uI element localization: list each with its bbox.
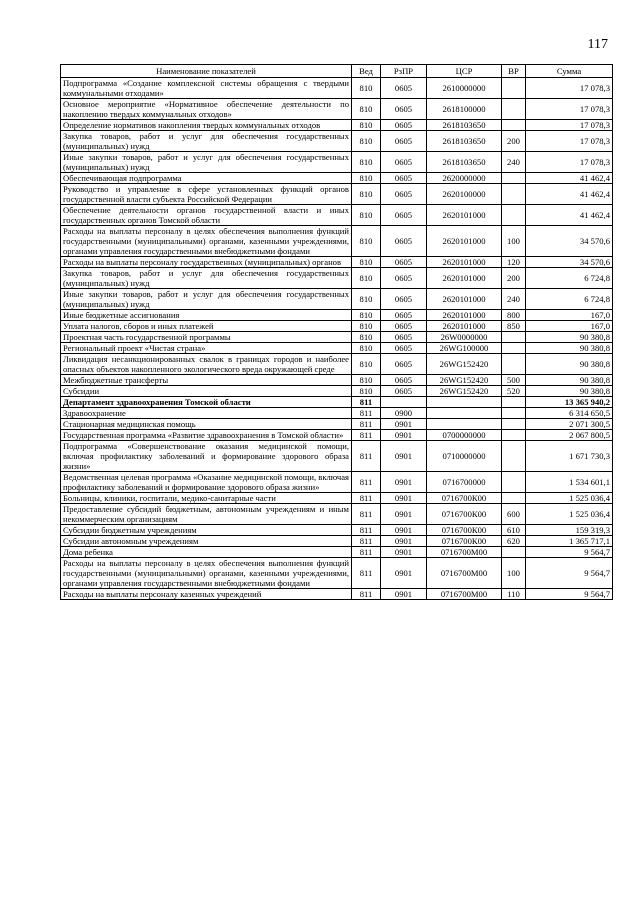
table-row [61,386,613,397]
cell-csr: 26WG152420 [427,386,502,397]
cell-rzpr: 0605 [381,289,427,310]
table-row [61,205,613,226]
cell-rzpr: 0605 [381,152,427,173]
cell-ved: 810 [352,226,381,257]
cell-csr: 2610000000 [427,78,502,99]
table-row [61,441,613,472]
cell-ved: 810 [352,310,381,321]
cell-ved: 810 [352,332,381,343]
cell-vr [502,343,526,354]
cell-sum: 41 462,4 [526,173,613,184]
cell-sum: 34 570,6 [526,257,613,268]
cell-vr [502,332,526,343]
table-row [61,408,613,419]
table-row [61,120,613,131]
cell-rzpr: 0605 [381,205,427,226]
cell-ved: 810 [352,99,381,120]
budget-table [60,64,613,600]
cell-csr: 2618103650 [427,120,502,131]
cell-ved: 810 [352,131,381,152]
cell-name: Дома ребенка [61,547,352,558]
cell-name: Закупка товаров, работ и услуг для обеспечения государственных (муниципальных) нужд [61,268,352,289]
cell-name: Иные закупки товаров, работ и услуг для обеспечения государственных (муниципальных) нужд [61,289,352,310]
cell-csr: 2620101000 [427,310,502,321]
cell-sum: 6 314 650,5 [526,408,613,419]
table-row [61,525,613,536]
table-row [61,419,613,430]
cell-sum: 90 380,8 [526,354,613,375]
cell-ved: 811 [352,547,381,558]
cell-rzpr: 0901 [381,430,427,441]
cell-sum: 17 078,3 [526,78,613,99]
cell-csr: 2618103650 [427,152,502,173]
cell-csr [427,419,502,430]
cell-csr: 0716700К00 [427,536,502,547]
table-row [61,257,613,268]
cell-vr [502,205,526,226]
cell-vr [502,472,526,493]
table-row [61,430,613,441]
cell-sum: 1 671 730,3 [526,441,613,472]
cell-csr: 26WG152420 [427,354,502,375]
table-row [61,131,613,152]
cell-sum: 41 462,4 [526,205,613,226]
cell-vr [502,397,526,408]
cell-csr: 2620101000 [427,205,502,226]
cell-ved: 810 [352,184,381,205]
cell-name: Больницы, клиники, госпитали, медико-санитарные части [61,493,352,504]
cell-ved: 810 [352,152,381,173]
page-number: 117 [587,37,608,52]
cell-rzpr: 0901 [381,472,427,493]
header-ved: Вед [352,65,381,78]
cell-csr: 0716700К00 [427,493,502,504]
cell-csr: 0710000000 [427,441,502,472]
cell-name: Проектная часть государственной программы [61,332,352,343]
table-row [61,268,613,289]
cell-sum: 9 564,7 [526,558,613,589]
cell-name: Уплата налогов, сборов и иных платежей [61,321,352,332]
cell-sum: 34 570,6 [526,226,613,257]
cell-csr: 0716700К00 [427,504,502,525]
cell-vr [502,441,526,472]
cell-ved: 810 [352,321,381,332]
cell-csr: 2620101000 [427,321,502,332]
table-row [61,226,613,257]
cell-vr [502,173,526,184]
cell-vr: 520 [502,386,526,397]
cell-csr: 2620000000 [427,173,502,184]
cell-vr: 600 [502,504,526,525]
header-rzpr: РзПР [381,65,427,78]
cell-sum: 2 071 300,5 [526,419,613,430]
cell-vr [502,419,526,430]
cell-name: Обеспечивающая подпрограмма [61,173,352,184]
cell-ved: 811 [352,504,381,525]
cell-csr: 2618100000 [427,99,502,120]
cell-sum: 167,0 [526,321,613,332]
cell-sum: 17 078,3 [526,120,613,131]
cell-sum: 90 380,8 [526,332,613,343]
cell-vr: 100 [502,226,526,257]
table-row [61,397,613,408]
cell-name: Здравоохранение [61,408,352,419]
table-row [61,289,613,310]
cell-ved: 810 [352,78,381,99]
header-sum: Сумма [526,65,613,78]
table-row [61,78,613,99]
cell-name: Субсидии бюджетным учреждениям [61,525,352,536]
cell-ved: 811 [352,493,381,504]
cell-ved: 811 [352,430,381,441]
cell-rzpr: 0901 [381,547,427,558]
cell-csr: 26WG100000 [427,343,502,354]
cell-sum: 17 078,3 [526,152,613,173]
cell-name: Субсидии автономным учреждениям [61,536,352,547]
cell-ved: 810 [352,268,381,289]
cell-rzpr: 0605 [381,343,427,354]
cell-name: Иные бюджетные ассигнования [61,310,352,321]
cell-name: Региональный проект «Чистая страна» [61,343,352,354]
cell-sum: 6 724,8 [526,289,613,310]
cell-name: Закупка товаров, работ и услуг для обеспечения государственных (муниципальных) нужд [61,131,352,152]
cell-name: Определение нормативов накопления твердых коммунальных отходов [61,120,352,131]
cell-sum: 90 380,8 [526,375,613,386]
cell-name: Ведомственная целевая программа «Оказание медицинской помощи, включая профилактику заболеваний и формирование здорового образа жизни» [61,472,352,493]
cell-vr: 100 [502,558,526,589]
cell-name: Ликвидация несанкционированных свалок в границах городов и наиболее опасных объектов накопленного экологического вреда окружающей среде [61,354,352,375]
cell-rzpr: 0605 [381,131,427,152]
cell-name: Обеспечение деятельности органов государственной власти и иных государственных органов Томской области [61,205,352,226]
table-row [61,472,613,493]
cell-rzpr: 0605 [381,310,427,321]
cell-vr [502,99,526,120]
cell-ved: 810 [352,343,381,354]
cell-sum: 90 380,8 [526,386,613,397]
cell-name: Иные закупки товаров, работ и услуг для обеспечения государственных (муниципальных) нужд [61,152,352,173]
cell-ved: 811 [352,441,381,472]
cell-vr [502,408,526,419]
cell-csr [427,408,502,419]
cell-rzpr: 0605 [381,78,427,99]
cell-rzpr: 0605 [381,226,427,257]
cell-rzpr: 0901 [381,504,427,525]
cell-vr: 500 [502,375,526,386]
cell-ved: 811 [352,419,381,430]
cell-csr: 0716700М00 [427,558,502,589]
cell-vr: 110 [502,589,526,600]
cell-csr: 26WG152420 [427,375,502,386]
cell-csr: 2620101000 [427,268,502,289]
cell-csr: 2618103650 [427,131,502,152]
cell-ved: 811 [352,589,381,600]
cell-rzpr: 0605 [381,386,427,397]
cell-name: Межбюджетные трансферты [61,375,352,386]
cell-name: Предоставление субсидий бюджетным, автономным учреждениям и иным некоммерческим организациям [61,504,352,525]
header-name: Наименование показателей [61,65,352,78]
cell-ved: 811 [352,397,381,408]
table-row [61,504,613,525]
cell-rzpr: 0605 [381,257,427,268]
table-row [61,343,613,354]
cell-name: Субсидии [61,386,352,397]
cell-rzpr: 0901 [381,493,427,504]
cell-ved: 810 [352,354,381,375]
table-row [61,354,613,375]
table-row [61,536,613,547]
cell-ved: 811 [352,472,381,493]
table-row [61,321,613,332]
cell-rzpr: 0605 [381,184,427,205]
cell-name: Расходы на выплаты персоналу казенных учреждений [61,589,352,600]
cell-csr: 0716700К00 [427,525,502,536]
cell-sum: 17 078,3 [526,131,613,152]
cell-name: Подпрограмма «Совершенствование оказания медицинской помощи, включая профилактику заболеваний и формирование здорового образа жизни» [61,441,352,472]
table-row [61,173,613,184]
table-row [61,310,613,321]
cell-sum: 9 564,7 [526,547,613,558]
cell-ved: 811 [352,408,381,419]
cell-sum: 1 365 717,1 [526,536,613,547]
cell-csr: 26W0000000 [427,332,502,343]
cell-rzpr: 0605 [381,354,427,375]
cell-ved: 810 [352,173,381,184]
cell-ved: 810 [352,386,381,397]
table-row [61,332,613,343]
cell-ved: 810 [352,120,381,131]
cell-ved: 811 [352,558,381,589]
cell-vr: 120 [502,257,526,268]
cell-name: Расходы на выплаты персоналу в целях обеспечения выполнения функций государственными (муниципальными) органами, казенными учреждениями, органами управления государственными внебюджетными фондами [61,226,352,257]
header-vr: ВР [502,65,526,78]
cell-vr [502,78,526,99]
cell-vr: 610 [502,525,526,536]
cell-csr: 2620101000 [427,289,502,310]
cell-rzpr: 0605 [381,99,427,120]
table-row [61,375,613,386]
cell-sum: 17 078,3 [526,99,613,120]
cell-sum: 90 380,8 [526,343,613,354]
cell-rzpr [381,397,427,408]
cell-rzpr: 0900 [381,408,427,419]
cell-vr [502,430,526,441]
table-row [61,152,613,173]
cell-sum: 1 525 036,4 [526,493,613,504]
cell-name: Расходы на выплаты персоналу государственных (муниципальных) органов [61,257,352,268]
cell-vr [502,120,526,131]
cell-ved: 811 [352,536,381,547]
cell-vr: 850 [502,321,526,332]
cell-vr: 200 [502,131,526,152]
cell-sum: 6 724,8 [526,268,613,289]
cell-vr: 200 [502,268,526,289]
cell-sum: 1 525 036,4 [526,504,613,525]
cell-name: Расходы на выплаты персоналу в целях обеспечения выполнения функций государственными (муниципальными) органами, казенными учреждениями, органами управления государственными внебюджетными фондами [61,558,352,589]
cell-ved: 811 [352,525,381,536]
cell-ved: 810 [352,375,381,386]
cell-vr [502,547,526,558]
table-row [61,547,613,558]
table-row [61,589,613,600]
cell-rzpr: 0901 [381,558,427,589]
cell-csr: 2620100000 [427,184,502,205]
table-row [61,99,613,120]
cell-rzpr: 0901 [381,419,427,430]
cell-name: Департамент здравоохранения Томской области [61,397,352,408]
cell-name: Руководство и управление в сфере установленных функций органов государственной власти субъекта Российской Федерации [61,184,352,205]
cell-ved: 810 [352,205,381,226]
cell-sum: 13 365 940,2 [526,397,613,408]
cell-sum: 41 462,4 [526,184,613,205]
cell-csr: 2620101000 [427,226,502,257]
cell-vr [502,493,526,504]
cell-name: Основное мероприятие «Нормативное обеспечение деятельности по накоплению твердых коммунальных отходов» [61,99,352,120]
cell-vr: 240 [502,289,526,310]
cell-vr: 240 [502,152,526,173]
cell-vr [502,184,526,205]
table-body [61,78,613,600]
cell-rzpr: 0605 [381,173,427,184]
cell-name: Стационарная медицинская помощь [61,419,352,430]
cell-rzpr: 0605 [381,268,427,289]
table-header-row [61,65,613,78]
cell-vr [502,354,526,375]
cell-name: Государственная программа «Развитие здравоохранения в Томской области» [61,430,352,441]
cell-rzpr: 0605 [381,332,427,343]
cell-rzpr: 0901 [381,525,427,536]
cell-vr: 800 [502,310,526,321]
cell-vr: 620 [502,536,526,547]
cell-ved: 810 [352,289,381,310]
table-row [61,493,613,504]
cell-ved: 810 [352,257,381,268]
cell-sum: 159 319,3 [526,525,613,536]
header-csr: ЦСР [427,65,502,78]
cell-csr: 0716700000 [427,472,502,493]
table-row [61,184,613,205]
cell-rzpr: 0605 [381,321,427,332]
cell-rzpr: 0901 [381,441,427,472]
cell-csr: 2620101000 [427,257,502,268]
cell-sum: 1 534 601,1 [526,472,613,493]
cell-sum: 2 067 800,5 [526,430,613,441]
cell-rzpr: 0901 [381,536,427,547]
cell-sum: 167,0 [526,310,613,321]
cell-csr: 0716700М00 [427,547,502,558]
cell-rzpr: 0605 [381,375,427,386]
cell-csr: 0716700М00 [427,589,502,600]
cell-sum: 9 564,7 [526,589,613,600]
table-row [61,558,613,589]
cell-rzpr: 0605 [381,120,427,131]
cell-csr [427,397,502,408]
cell-rzpr: 0901 [381,589,427,600]
cell-csr: 0700000000 [427,430,502,441]
cell-name: Подпрограмма «Создание комплексной системы обращения с твердыми коммунальными отходами» [61,78,352,99]
